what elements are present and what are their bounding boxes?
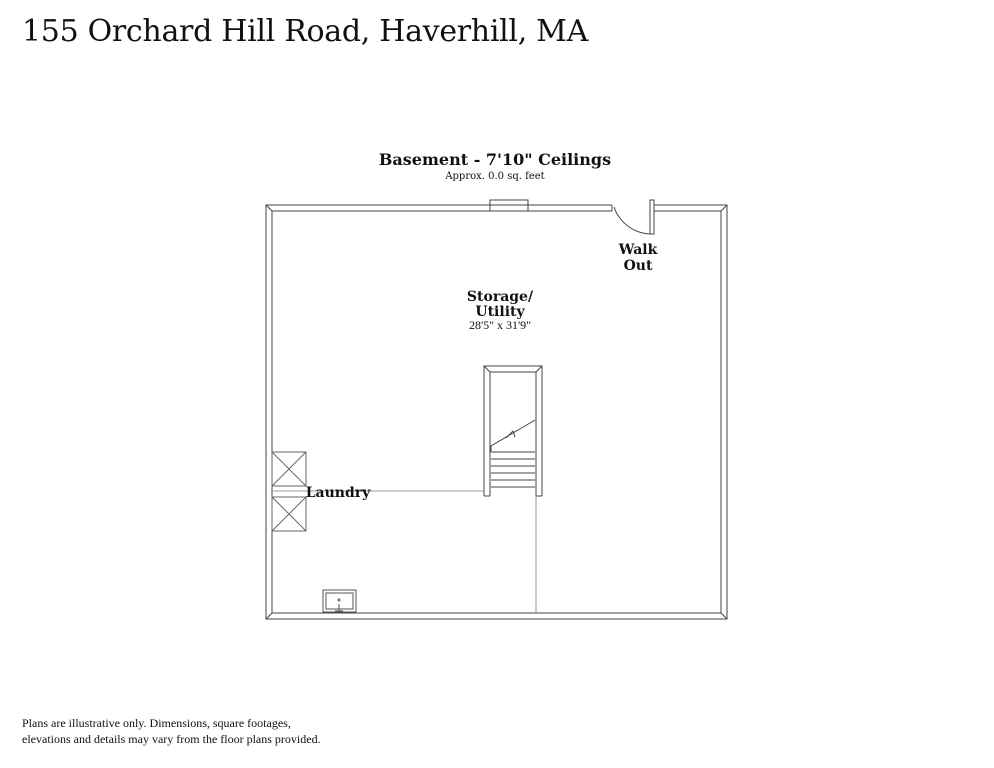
disclaimer — [22, 715, 321, 747]
storage-label-line2: Utility — [475, 304, 525, 320]
window — [490, 200, 528, 211]
floor-title: Basement - 7'10" Ceilings — [378, 150, 612, 169]
walkout-door — [614, 200, 654, 234]
walkout-label-line2: Out — [623, 258, 653, 274]
disclaimer-line2: elevations and details may vary from the floor plans provided. — [22, 732, 321, 746]
staircase — [484, 366, 542, 496]
property-address: 155 Orchard Hill Road, Haverhill, MA — [22, 14, 588, 49]
walkout-label-line1: Walk — [618, 242, 658, 258]
partition-lines — [272, 491, 536, 613]
exterior-wall-inner — [272, 211, 721, 613]
storage-label-line1: Storage/ — [466, 289, 534, 305]
laundry-label: Laundry — [305, 485, 371, 501]
floor-area: Approx. 0.0 sq. feet — [445, 171, 545, 182]
disclaimer-line1: Plans are illustrative only. Dimensions, square footages, — [22, 716, 291, 730]
storage-dimensions: 28'5" x 31'9" — [468, 318, 532, 332]
laundry-sink — [323, 590, 356, 612]
exterior-wall-outer — [266, 205, 727, 619]
